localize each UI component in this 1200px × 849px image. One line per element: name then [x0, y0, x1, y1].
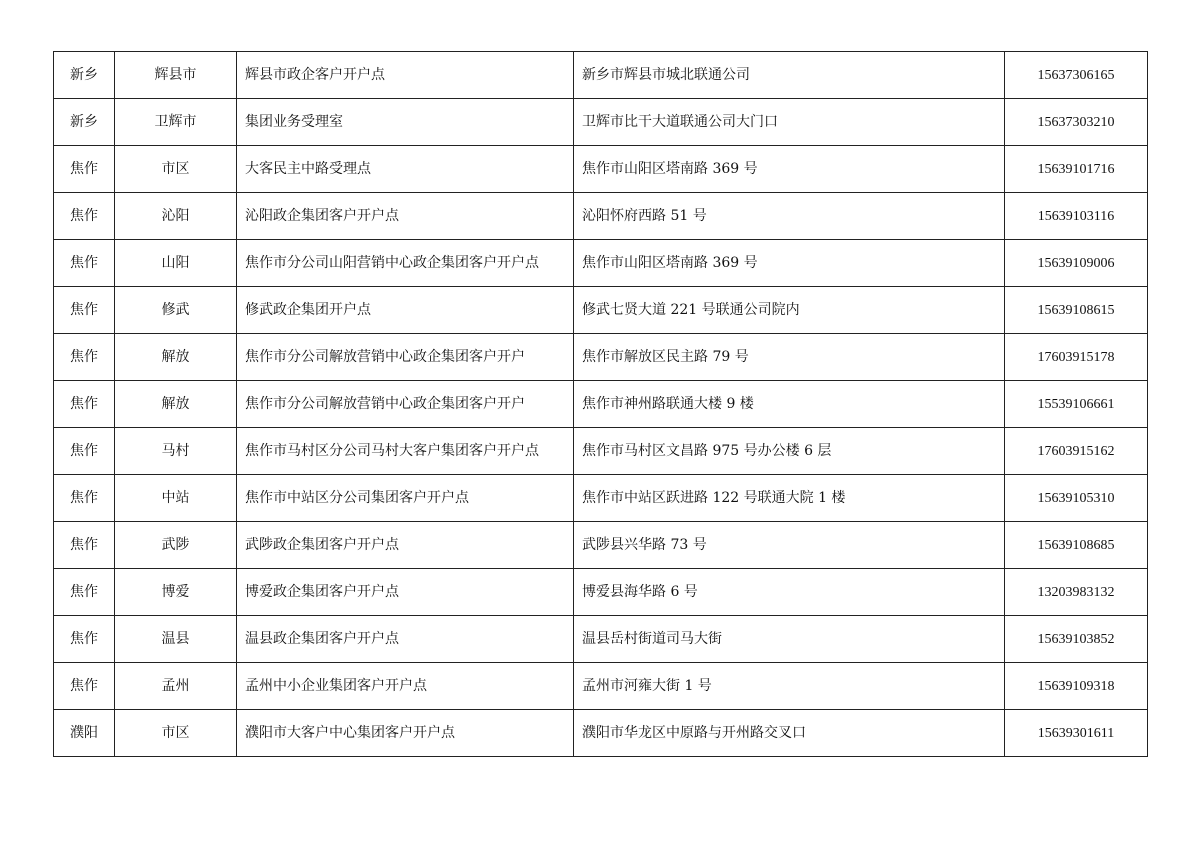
- cell-city: 焦作: [54, 240, 115, 287]
- cell-address: 修武七贤大道 221 号联通公司院内: [574, 287, 1005, 334]
- cell-city: 焦作: [54, 193, 115, 240]
- cell-point-name: 焦作市马村区分公司马村大客户集团客户开户点: [237, 428, 574, 475]
- cell-address: 焦作市解放区民主路 79 号: [574, 334, 1005, 381]
- cell-address: 焦作市神州路联通大楼 9 楼: [574, 381, 1005, 428]
- cell-address: 温县岳村街道司马大街: [574, 616, 1005, 663]
- table-row: [54, 146, 1148, 193]
- cell-point-name: 温县政企集团客户开户点: [237, 616, 574, 663]
- cell-city: 焦作: [54, 616, 115, 663]
- cell-phone: 17603915178: [1005, 334, 1148, 381]
- cell-district: 武陟: [115, 522, 237, 569]
- cell-address: 濮阳市华龙区中原路与开州路交叉口: [574, 710, 1005, 757]
- cell-district: 修武: [115, 287, 237, 334]
- cell-city: 焦作: [54, 475, 115, 522]
- cell-district: 马村: [115, 428, 237, 475]
- cell-phone: 15639101716: [1005, 146, 1148, 193]
- table-row: [54, 52, 1148, 99]
- cell-address: 博爱县海华路 6 号: [574, 569, 1005, 616]
- cell-city: 焦作: [54, 334, 115, 381]
- cell-point-name: 博爱政企集团客户开户点: [237, 569, 574, 616]
- table-row: [54, 475, 1148, 522]
- cell-district: 沁阳: [115, 193, 237, 240]
- table-row: [54, 569, 1148, 616]
- cell-district: 市区: [115, 710, 237, 757]
- cell-point-name: 大客民主中路受理点: [237, 146, 574, 193]
- cell-address: 孟州市河雍大街 1 号: [574, 663, 1005, 710]
- cell-address: 焦作市山阳区塔南路 369 号: [574, 240, 1005, 287]
- cell-point-name: 修武政企集团开户点: [237, 287, 574, 334]
- table-row: [54, 240, 1148, 287]
- cell-phone: 15637306165: [1005, 52, 1148, 99]
- cell-phone: 17603915162: [1005, 428, 1148, 475]
- cell-district: 市区: [115, 146, 237, 193]
- cell-phone: 15639103116: [1005, 193, 1148, 240]
- table-row: [54, 193, 1148, 240]
- table-row: [54, 522, 1148, 569]
- cell-address: 卫辉市比干大道联通公司大门口: [574, 99, 1005, 146]
- table-body: [54, 52, 1148, 757]
- cell-district: 解放: [115, 381, 237, 428]
- cell-district: 解放: [115, 334, 237, 381]
- table-row: [54, 99, 1148, 146]
- cell-phone: 15639108685: [1005, 522, 1148, 569]
- table-row: [54, 334, 1148, 381]
- cell-point-name: 濮阳市大客户中心集团客户开户点: [237, 710, 574, 757]
- table-row: [54, 381, 1148, 428]
- cell-phone: 15637303210: [1005, 99, 1148, 146]
- cell-address: 沁阳怀府西路 51 号: [574, 193, 1005, 240]
- cell-point-name: 集团业务受理室: [237, 99, 574, 146]
- cell-phone: 15639105310: [1005, 475, 1148, 522]
- table-row: [54, 616, 1148, 663]
- cell-point-name: 焦作市分公司解放营销中心政企集团客户开户: [237, 381, 574, 428]
- cell-city: 焦作: [54, 522, 115, 569]
- cell-city: 新乡: [54, 52, 115, 99]
- cell-city: 焦作: [54, 287, 115, 334]
- cell-city: 焦作: [54, 381, 115, 428]
- cell-point-name: 沁阳政企集团客户开户点: [237, 193, 574, 240]
- table-row: [54, 710, 1148, 757]
- cell-district: 辉县市: [115, 52, 237, 99]
- cell-district: 山阳: [115, 240, 237, 287]
- cell-city: 焦作: [54, 428, 115, 475]
- cell-address: 新乡市辉县市城北联通公司: [574, 52, 1005, 99]
- table-row: [54, 287, 1148, 334]
- cell-city: 焦作: [54, 569, 115, 616]
- table-row: [54, 663, 1148, 710]
- cell-address: 焦作市中站区跃进路 122 号联通大院 1 楼: [574, 475, 1005, 522]
- cell-phone: 15639301611: [1005, 710, 1148, 757]
- cell-address: 焦作市山阳区塔南路 369 号: [574, 146, 1005, 193]
- cell-phone: 13203983132: [1005, 569, 1148, 616]
- cell-district: 博爱: [115, 569, 237, 616]
- cell-city: 新乡: [54, 99, 115, 146]
- cell-phone: 15539106661: [1005, 381, 1148, 428]
- cell-address: 焦作市马村区文昌路 975 号办公楼 6 层: [574, 428, 1005, 475]
- cell-point-name: 辉县市政企客户开户点: [237, 52, 574, 99]
- cell-point-name: 焦作市分公司山阳营销中心政企集团客户开户点: [237, 240, 574, 287]
- table-row: [54, 428, 1148, 475]
- cell-point-name: 焦作市分公司解放营销中心政企集团客户开户: [237, 334, 574, 381]
- service-points-table: [53, 51, 1148, 757]
- cell-phone: 15639108615: [1005, 287, 1148, 334]
- cell-point-name: 孟州中小企业集团客户开户点: [237, 663, 574, 710]
- cell-district: 孟州: [115, 663, 237, 710]
- cell-district: 中站: [115, 475, 237, 522]
- cell-city: 焦作: [54, 663, 115, 710]
- cell-district: 卫辉市: [115, 99, 237, 146]
- cell-city: 焦作: [54, 146, 115, 193]
- cell-phone: 15639109318: [1005, 663, 1148, 710]
- cell-phone: 15639109006: [1005, 240, 1148, 287]
- cell-point-name: 焦作市中站区分公司集团客户开户点: [237, 475, 574, 522]
- cell-point-name: 武陟政企集团客户开户点: [237, 522, 574, 569]
- cell-address: 武陟县兴华路 73 号: [574, 522, 1005, 569]
- cell-district: 温县: [115, 616, 237, 663]
- cell-phone: 15639103852: [1005, 616, 1148, 663]
- cell-city: 濮阳: [54, 710, 115, 757]
